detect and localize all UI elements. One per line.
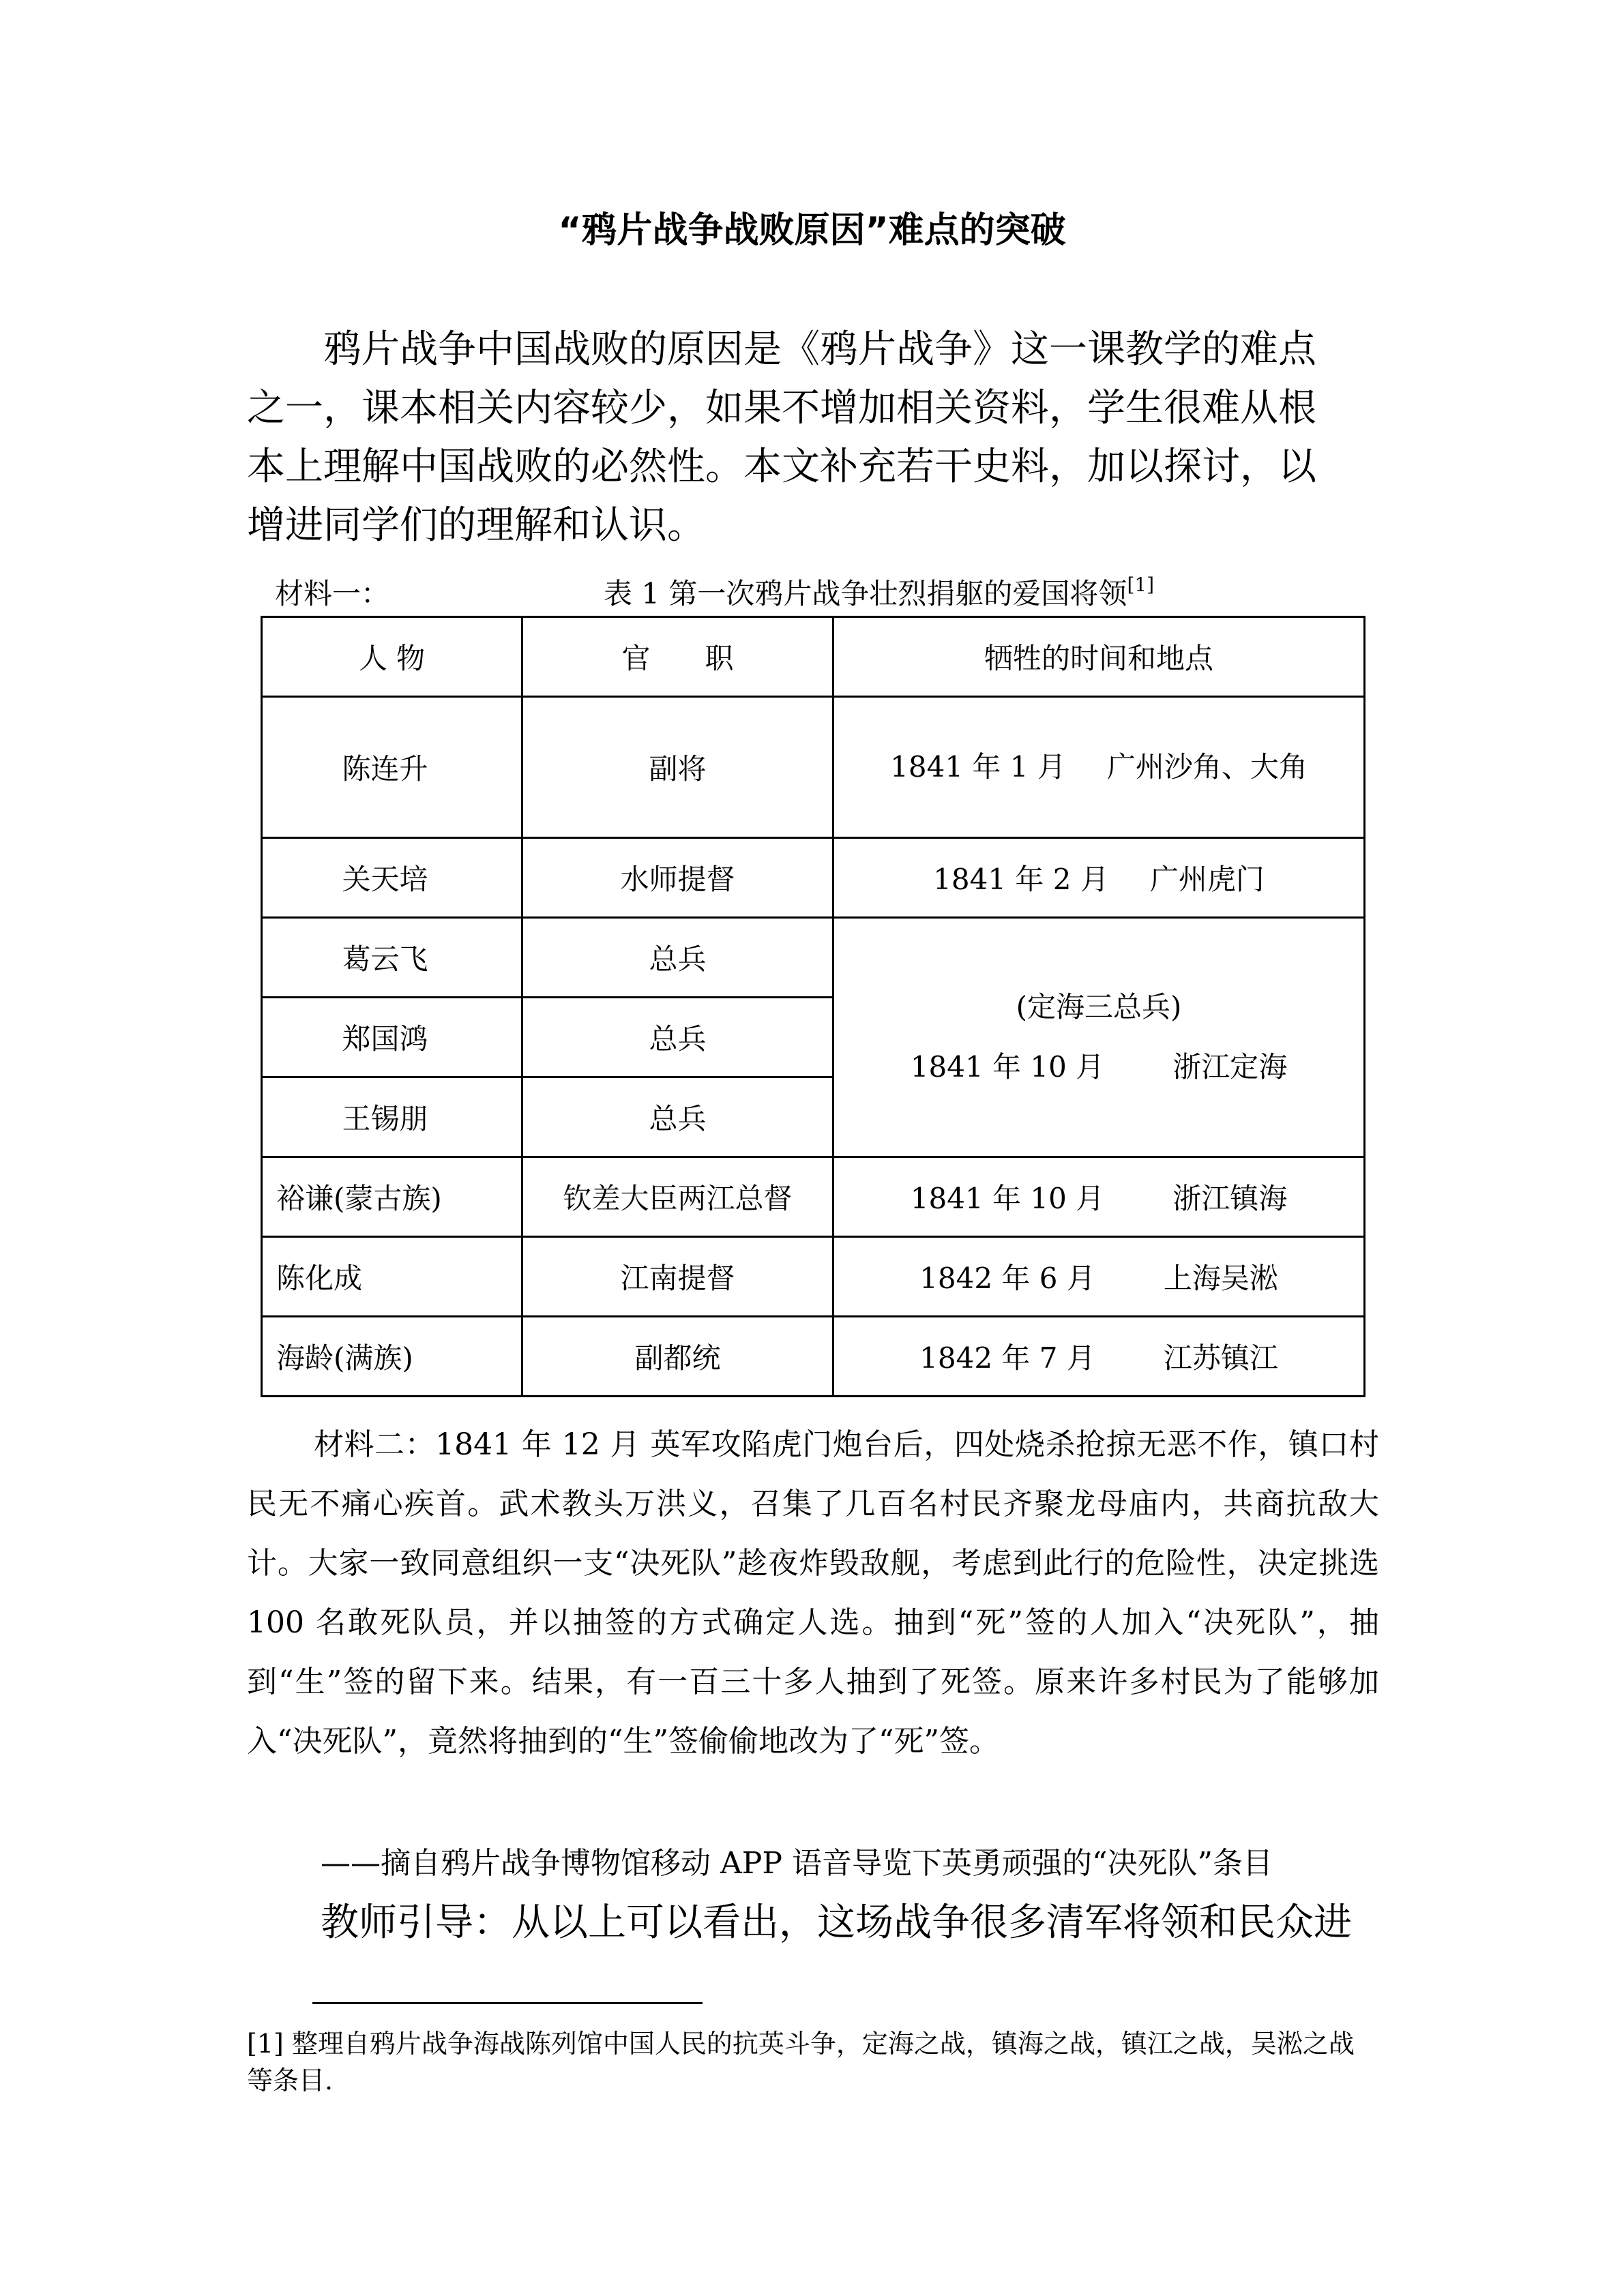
cell-time-place (833, 1237, 1365, 1317)
cell-title: 副都统 (522, 1317, 833, 1397)
material1-label: 材料一： (275, 577, 390, 610)
table-caption-text: 表 1 第一次鸦片战争壮烈捐躯的爱国将领 (604, 577, 1127, 610)
table-row (262, 838, 1365, 918)
cell-time: 1841 年 10 月 (910, 1182, 1105, 1215)
cell-title: 水师提督 (522, 838, 833, 918)
cell-time-place (833, 1157, 1365, 1237)
table-header-row (262, 617, 1365, 697)
footnote-divider (312, 2002, 703, 2004)
header-title: 官 职 (522, 617, 833, 697)
cell-name: 郑国鸿 (262, 998, 522, 1077)
cell-name: 陈连升 (262, 697, 522, 838)
cell-title: 总兵 (522, 918, 833, 998)
cell-time-place (833, 1317, 1365, 1397)
cell-name: 裕谦(蒙古族) (262, 1157, 522, 1237)
cell-merged-time-place (833, 918, 1365, 1157)
cell-time: 1842 年 6 月 (919, 1262, 1095, 1295)
cell-time: 1842 年 7 月 (919, 1341, 1095, 1375)
cell-title: 总兵 (522, 1077, 833, 1157)
merged-place: 浙江定海 (1172, 1050, 1288, 1084)
article-title: “鸦片战争战败原因”难点的突破 (558, 210, 1066, 251)
material2-source: ——摘自鸦片战争博物馆移动 APP 语音导览下英勇顽强的“决死队”条目 (321, 1846, 1273, 1881)
material2-paragraph: 材料二：1841 年 12 月 英军攻陷虎门炮台后，四处烧杀抢掠无恶不作，镇口村民无不痛心疾首。武术教头万洪义，召集了几百名村民齐聚龙母庙内，共商抗敌大计。大家一致同意组织一支“决死队”趁夜炸毁敌舰，考虑到此行的危险性，决定挑选 100 名敢死队员，并以抽签的方式确定人选。抽到“死”签的人加入“决死队”，抽到“生”签的留下来。结果，有一百三十多人抽到了死签。原来许多村民为了能够加入“决死队”，竟然将抽到的“生”签偷偷地改为了“死”签。 (247, 1427, 1379, 1759)
cell-title: 副将 (522, 697, 833, 838)
table-row (262, 1317, 1365, 1397)
footnote: [1] 整理自鸦片战争海战陈列馆中国人民的抗英斗争，定海之战，镇海之战，镇江之战，吴淞之战等条目. (247, 2029, 1355, 2096)
table-row (262, 1157, 1365, 1237)
cell-place: 浙江镇海 (1172, 1182, 1288, 1215)
cell-name: 陈化成 (262, 1237, 522, 1317)
table-row (262, 918, 1365, 998)
cell-name: 海龄(满族) (262, 1317, 522, 1397)
teacher-guide-paragraph: 教师引导：从以上可以看出，这场战争很多清军将领和民众进 (321, 1900, 1352, 1945)
cell-time-place (833, 697, 1365, 838)
cell-place: 上海吴淞 (1163, 1262, 1278, 1295)
header-name: 人 物 (262, 617, 522, 697)
cell-place: 广州沙角、大角 (1106, 750, 1308, 784)
merged-note: (定海三总兵) (1016, 990, 1182, 1024)
header-place: 牺牲的时间和地点 (833, 617, 1365, 697)
leaders-table (261, 616, 1365, 1397)
cell-place: 广州虎门 (1149, 863, 1265, 896)
table-caption (604, 575, 1154, 613)
cell-title: 江南提督 (522, 1237, 833, 1317)
table-caption-ref: [1] (1127, 573, 1155, 596)
merged-time-place (848, 1037, 1350, 1097)
cell-time: 1841 年 2 月 (933, 863, 1109, 896)
intro-paragraph: 鸦片战争中国战败的原因是《鸦片战争》这一课教学的难点之一，课本相关内容较少，如果不增加相关资料，学生很难从根本上理解中国战败的必然性。本文补充若干史料，加以探讨，以增进同学们的理解和认识。 (247, 327, 1316, 548)
table-row (262, 1237, 1365, 1317)
cell-place: 江苏镇江 (1163, 1341, 1278, 1375)
cell-title: 钦差大臣两江总督 (522, 1157, 833, 1237)
cell-time: 1841 年 1 月 (890, 750, 1066, 784)
cell-time-place (833, 838, 1365, 918)
table-row (262, 697, 1365, 838)
cell-name: 关天培 (262, 838, 522, 918)
cell-name: 葛云飞 (262, 918, 522, 998)
cell-name: 王锡朋 (262, 1077, 522, 1157)
merged-time: 1841 年 10 月 (910, 1050, 1105, 1084)
cell-title: 总兵 (522, 998, 833, 1077)
